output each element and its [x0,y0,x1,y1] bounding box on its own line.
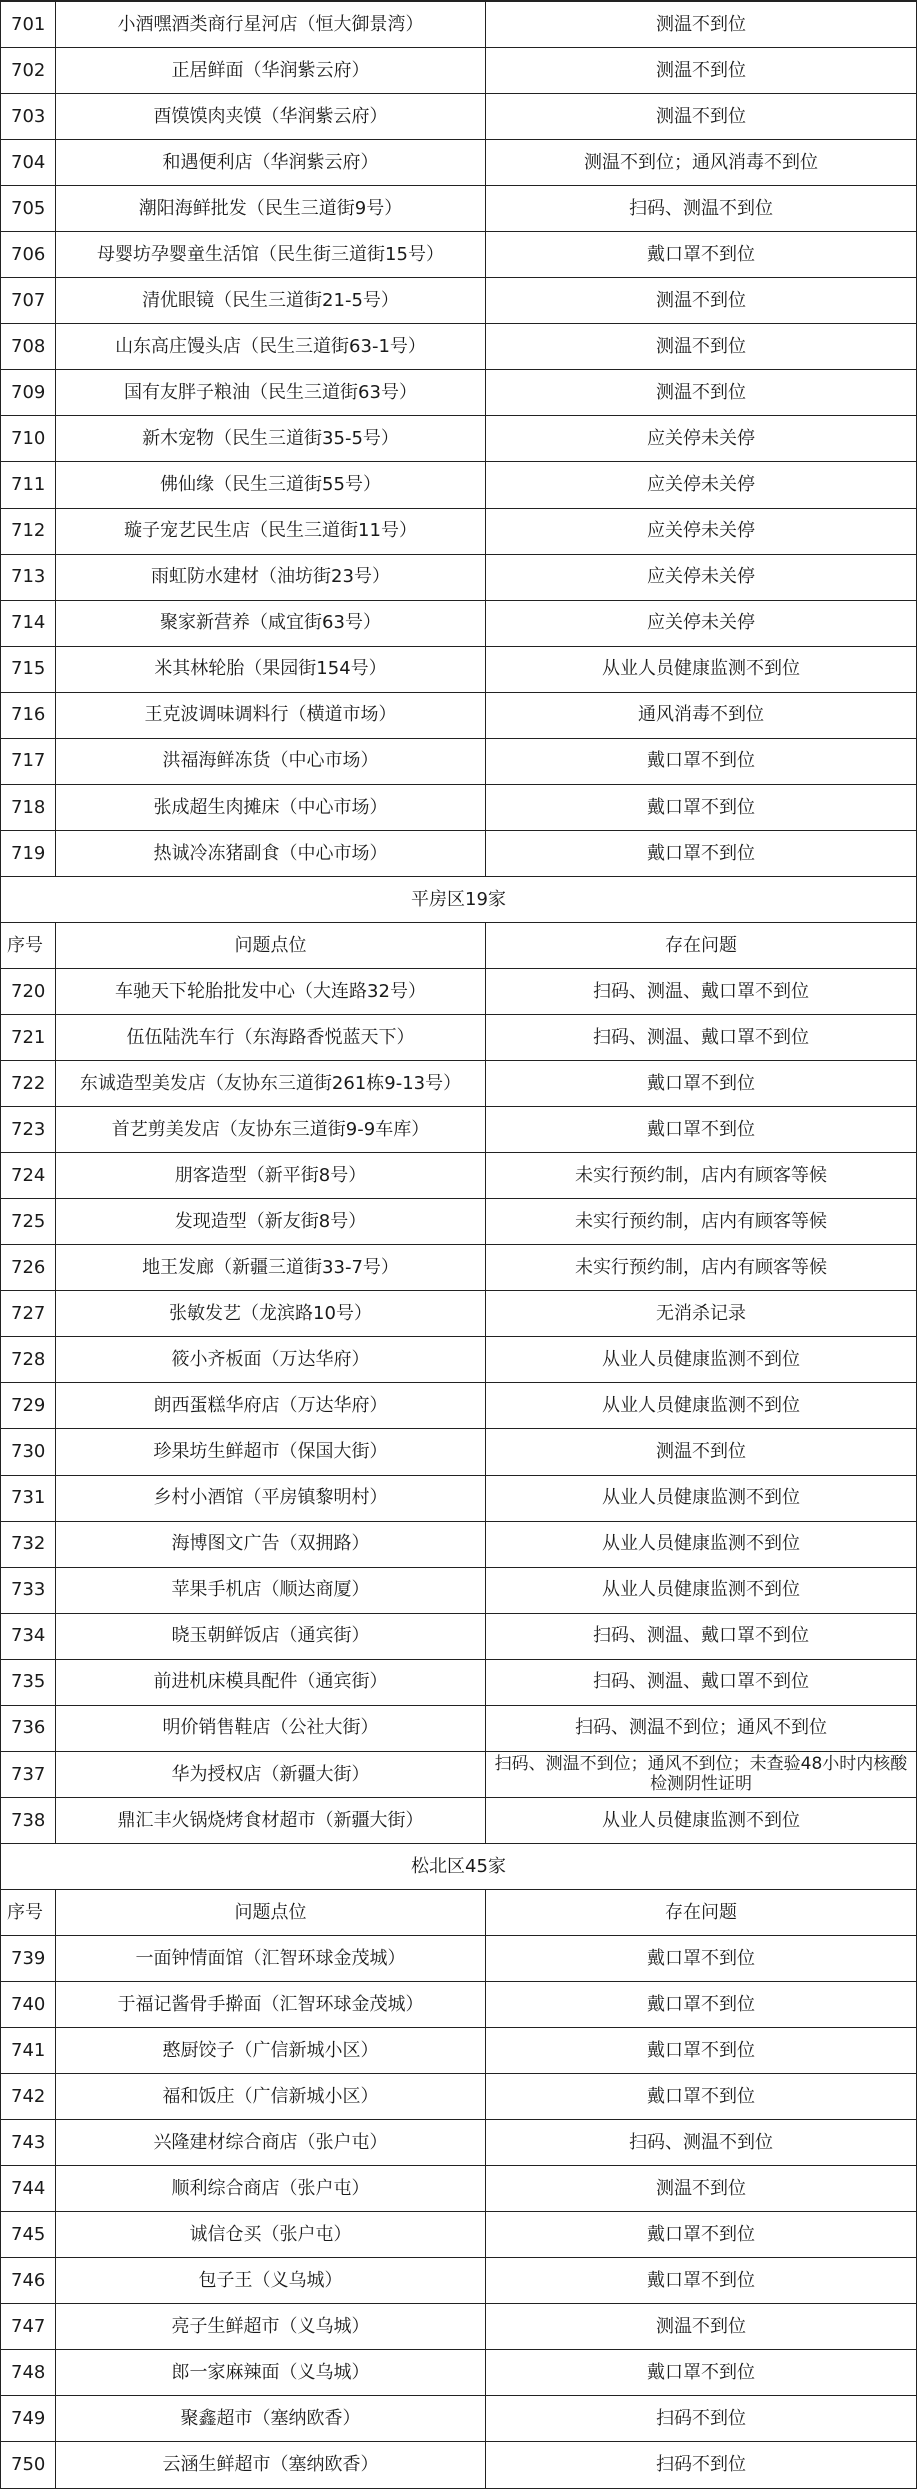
row-location: 新木宠物（民生三道街35-5号） [55,416,485,461]
table-row [0,2166,917,2212]
row-number: 702 [11,59,46,81]
row-location: 顺利综合商店（张户屯） [55,2166,485,2211]
table-row [0,1107,917,1153]
table-row [0,2028,917,2074]
row-number: 723 [11,1118,46,1140]
table-row [0,2074,917,2120]
row-number: 745 [11,2223,46,2245]
row-number: 728 [11,1349,46,1371]
row-number: 746 [11,2270,46,2292]
row-number: 724 [11,1164,46,1186]
row-issue: 扫码、测温不到位 [485,2120,916,2165]
section-title: 松北区45家 [411,1855,506,1877]
row-number: 738 [11,1809,46,1831]
table-row [0,555,917,601]
row-location: 正居鲜面（华润紫云府） [55,48,485,93]
row-number: 741 [11,2039,46,2061]
row-location: 璇子宠艺民生店（民生三道街11号） [55,509,485,554]
section-title: 平房区19家 [411,888,506,910]
table-row [0,370,917,416]
row-issue: 戴口罩不到位 [485,1107,916,1152]
table-row [0,739,917,785]
row-issue: 测温不到位 [485,278,916,323]
row-location: 潮阳海鲜批发（民生三道街9号） [55,186,485,231]
row-number: 707 [11,290,46,311]
row-number: 748 [11,2362,46,2384]
row-issue: 从业人员健康监测不到位 [485,1383,916,1428]
section-title-row [0,877,917,923]
header-issue: 存在问题 [485,923,916,968]
row-location: 憨厨饺子（广信新城小区） [55,2028,485,2073]
row-number: 729 [11,1395,46,1417]
row-issue: 通风消毒不到位 [485,693,916,738]
header-place: 问题点位 [55,923,485,968]
row-number: 744 [11,2177,46,2199]
table-row [0,1706,917,1752]
row-location: 东诚造型美发店（友协东三道街261栋9-13号） [55,1061,485,1106]
row-issue: 测温不到位 [485,94,916,139]
row-issue: 应关停未关停 [485,509,916,554]
row-issue: 应关停未关停 [485,601,916,646]
table-row [0,278,917,324]
row-number: 722 [11,1072,46,1094]
row-issue: 测温不到位；通风消毒不到位 [485,140,916,185]
row-issue: 扫码不到位 [485,2442,916,2487]
row-issue: 测温不到位 [485,324,916,369]
table-row [0,1568,917,1614]
table-row [0,1245,917,1291]
row-number: 750 [11,2454,46,2476]
table-row [0,1015,917,1061]
row-location: 伍伍陆洗车行（东海路香悦蓝天下） [55,1015,485,1060]
row-number: 709 [11,382,46,404]
row-location: 小酒嘿酒类商行星河店（恒大御景湾） [55,2,485,47]
row-number: 749 [11,2408,46,2430]
row-issue: 无消杀记录 [485,1291,916,1336]
row-location: 诚信仓买（张户屯） [55,2212,485,2257]
row-number: 719 [11,842,46,864]
row-number: 720 [11,980,46,1002]
row-location: 洪福海鲜冻货（中心市场） [55,739,485,784]
row-issue: 从业人员健康监测不到位 [485,1568,916,1613]
row-issue: 扫码、测温不到位 [485,186,916,231]
row-location: 华为授权店（新疆大街） [55,1752,485,1797]
row-number: 743 [11,2131,46,2153]
row-number: 732 [11,1533,46,1555]
header-place: 问题点位 [55,1890,485,1935]
row-number: 740 [11,1993,46,2015]
row-location: 发现造型（新友街8号） [55,1199,485,1244]
row-location: 佛仙缘（民生三道街55号） [55,462,485,507]
row-number: 703 [11,105,46,127]
row-issue: 扫码、测温不到位；通风不到位；未查验48小时内核酸检测阴性证明 [485,1752,916,1797]
table-row [0,785,917,831]
table-row [0,509,917,555]
row-number: 711 [11,474,46,496]
row-number: 716 [11,704,46,726]
row-issue: 测温不到位 [485,370,916,415]
table-header-row [0,923,917,969]
table-row [0,2396,917,2442]
row-issue: 从业人员健康监测不到位 [485,1522,916,1567]
row-number: 727 [11,1303,46,1325]
table-row [0,647,917,693]
table-row [0,462,917,508]
row-location: 筱小齐板面（万达华府） [55,1337,485,1382]
row-issue: 戴口罩不到位 [485,2028,916,2073]
table-row [0,140,917,186]
row-number: 704 [11,151,46,173]
row-issue: 应关停未关停 [485,462,916,507]
row-number: 712 [11,520,46,542]
table-header-row [0,1890,917,1936]
table-row [0,1153,917,1199]
row-issue: 戴口罩不到位 [485,1936,916,1981]
row-location: 首艺剪美发店（友协东三道街9-9车库） [55,1107,485,1152]
row-number: 705 [11,197,46,219]
table-row [0,1061,917,1107]
table-row [0,1429,917,1475]
row-location: 前进机床模具配件（通宾街） [55,1660,485,1705]
row-location: 亮子生鲜超市（义乌城） [55,2304,485,2349]
row-issue: 戴口罩不到位 [485,2212,916,2257]
table-row [0,48,917,94]
row-number: 735 [11,1671,46,1693]
row-location: 雨虹防水建材（油坊街23号） [55,555,485,600]
row-location: 车驰天下轮胎批发中心（大连路32号） [55,969,485,1014]
row-number: 701 [11,13,46,35]
table-row [0,2120,917,2166]
table-row [0,1660,917,1706]
row-number: 721 [11,1026,46,1048]
table-row [0,186,917,232]
table-row [0,1383,917,1429]
table-row [0,94,917,140]
table-row [0,2350,917,2396]
row-location: 清优眼镜（民生三道街21-5号） [55,278,485,323]
row-number: 713 [11,566,46,588]
row-location: 山东高庄馒头店（民生三道街63-1号） [55,324,485,369]
row-number: 747 [11,2316,46,2338]
table-row [0,232,917,278]
row-issue: 戴口罩不到位 [485,232,916,277]
row-number: 725 [11,1210,46,1232]
row-issue: 戴口罩不到位 [485,2258,916,2303]
row-location: 乡村小酒馆（平房镇黎明村） [55,1476,485,1521]
row-location: 张成超生肉摊床（中心市场） [55,785,485,830]
row-number: 708 [11,336,46,358]
row-issue: 从业人员健康监测不到位 [485,1337,916,1382]
table-row [0,693,917,739]
row-number: 710 [11,428,46,450]
table-row [0,2442,917,2488]
table-row [0,2258,917,2304]
row-location: 福和饭庄（广信新城小区） [55,2074,485,2119]
row-number: 733 [11,1579,46,1601]
row-location: 国有友胖子粮油（民生三道街63号） [55,370,485,415]
row-location: 米其林轮胎（果园街154号） [55,647,485,692]
table-row [0,1291,917,1337]
row-location: 聚鑫超市（塞纳欧香） [55,2396,485,2441]
table-row [0,969,917,1015]
table-row [0,1614,917,1660]
row-location: 一面钟情面馆（汇智环球金茂城） [55,1936,485,1981]
row-location: 母婴坊孕婴童生活馆（民生街三道街15号） [55,232,485,277]
row-issue: 扫码、测温不到位；通风不到位 [485,1706,916,1751]
row-number: 739 [11,1947,46,1969]
table-row [0,1752,917,1798]
row-location: 郎一家麻辣面（义乌城） [55,2350,485,2395]
row-location: 海博图文广告（双拥路） [55,1522,485,1567]
row-location: 和遇便利店（华润紫云府） [55,140,485,185]
row-number: 714 [11,612,46,634]
row-issue: 未实行预约制，店内有顾客等候 [485,1245,916,1290]
table-row [0,1337,917,1383]
row-number: 736 [11,1717,46,1739]
row-location: 云涵生鲜超市（塞纳欧香） [55,2442,485,2487]
row-issue: 戴口罩不到位 [485,785,916,830]
table-row [0,1936,917,1982]
header-issue: 存在问题 [485,1890,916,1935]
row-location: 地王发廊（新疆三道街33-7号） [55,1245,485,1290]
row-location: 包子王（义乌城） [55,2258,485,2303]
row-location: 晓玉朝鲜饭店（通宾街） [55,1614,485,1659]
row-location: 兴隆建材综合商店（张户屯） [55,2120,485,2165]
row-issue: 扫码、测温、戴口罩不到位 [485,969,916,1014]
row-issue: 戴口罩不到位 [485,739,916,784]
row-number: 726 [11,1256,46,1278]
row-issue: 未实行预约制，店内有顾客等候 [485,1199,916,1244]
row-issue: 戴口罩不到位 [485,2350,916,2395]
row-location: 珍果坊生鲜超市（保国大街） [55,1429,485,1474]
row-issue: 测温不到位 [485,2304,916,2349]
row-issue: 戴口罩不到位 [485,2074,916,2119]
table-row [0,1476,917,1522]
row-number: 734 [11,1625,46,1647]
table-row [0,2,917,48]
header-no: 序号 [7,934,43,956]
row-location: 张敏发艺（龙滨路10号） [55,1291,485,1336]
table-row [0,831,917,877]
table-row [0,324,917,370]
table-row [0,2304,917,2350]
row-number: 706 [11,243,46,265]
row-number: 730 [11,1441,46,1463]
table-row [0,1798,917,1844]
row-issue: 戴口罩不到位 [485,1061,916,1106]
table-row [0,1199,917,1245]
row-number: 718 [11,796,46,818]
row-location: 酉馍馍肉夹馍（华润紫云府） [55,94,485,139]
section-title-row [0,1844,917,1890]
row-location: 朗西蛋糕华府店（万达华府） [55,1383,485,1428]
row-number: 737 [11,1763,46,1785]
row-issue: 应关停未关停 [485,416,916,461]
row-issue: 从业人员健康监测不到位 [485,647,916,692]
row-number: 715 [11,658,46,680]
row-issue: 测温不到位 [485,1429,916,1474]
row-issue: 测温不到位 [485,48,916,93]
table-row [0,416,917,462]
table-row [0,1522,917,1568]
row-issue: 测温不到位 [485,2166,916,2211]
row-location: 明价销售鞋店（公社大街） [55,1706,485,1751]
table-row [0,1982,917,2028]
row-number: 731 [11,1487,46,1509]
row-issue: 扫码、测温、戴口罩不到位 [485,1614,916,1659]
row-issue: 戴口罩不到位 [485,1982,916,2027]
row-location: 聚家新营养（咸宜街63号） [55,601,485,646]
header-no: 序号 [7,1901,43,1923]
row-issue: 戴口罩不到位 [485,831,916,876]
row-location: 鼎汇丰火锅烧烤食材超市（新疆大街） [55,1798,485,1843]
row-number: 717 [11,750,46,772]
row-issue: 测温不到位 [485,2,916,47]
row-issue: 未实行预约制，店内有顾客等候 [485,1153,916,1198]
row-issue: 扫码、测温、戴口罩不到位 [485,1015,916,1060]
row-location: 王克波调味调料行（横道市场） [55,693,485,738]
row-issue: 应关停未关停 [485,555,916,600]
row-number: 742 [11,2085,46,2107]
table-row [0,2212,917,2258]
row-issue: 扫码不到位 [485,2396,916,2441]
row-location: 苹果手机店（顺达商厦） [55,1568,485,1613]
table-row [0,601,917,647]
row-location: 朋客造型（新平街8号） [55,1153,485,1198]
row-location: 热诚冷冻猪副食（中心市场） [55,831,485,876]
row-issue: 从业人员健康监测不到位 [485,1476,916,1521]
row-issue: 从业人员健康监测不到位 [485,1798,916,1843]
row-location: 于福记酱骨手擀面（汇智环球金茂城） [55,1982,485,2027]
row-issue: 扫码、测温、戴口罩不到位 [485,1660,916,1705]
